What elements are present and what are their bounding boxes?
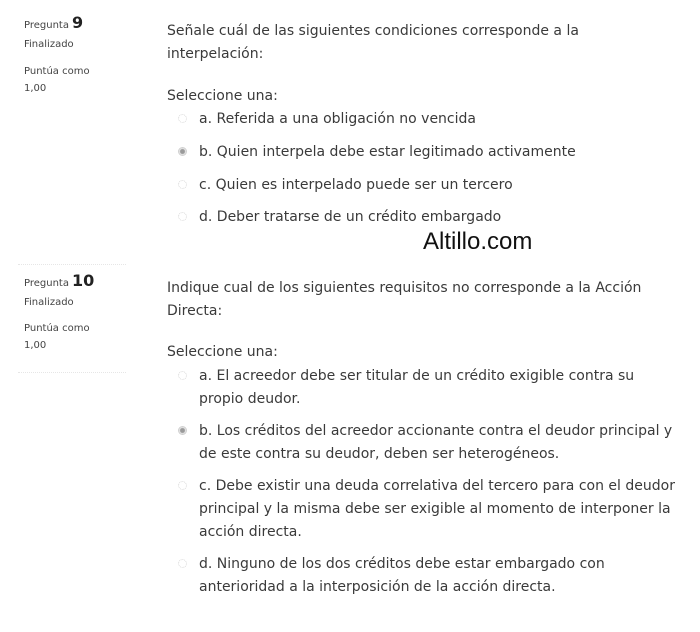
divider xyxy=(18,372,126,373)
question-text: Indique cual de los siguientes requisitos no corresponde a la Acción Directa: xyxy=(167,280,642,319)
option-label: a. El acreedor debe ser titular de un crédito exigible contra su propio deudor. xyxy=(199,368,635,407)
answer-options xyxy=(194,365,677,599)
option-label: c. Debe existir una deuda correlativa del tercero para con el deudor principal y la misma debe ser exigible al momento de interponer la acción directa. xyxy=(199,478,675,540)
radio-option-b[interactable] xyxy=(178,426,187,435)
grade-value: 1,00 xyxy=(24,83,47,94)
question-number-value: 10 xyxy=(71,271,95,290)
radio-option-d[interactable] xyxy=(178,559,187,568)
option-label: b. Los créditos del acreedor accionante contra el deudor principal y de este contra su deudor, deben ser heterogéneos. xyxy=(199,423,673,462)
answer-option-b[interactable] xyxy=(194,141,677,164)
answer-option-c[interactable] xyxy=(194,174,677,197)
radio-option-a[interactable] xyxy=(178,371,187,380)
question-content xyxy=(167,20,677,229)
question-state: Finalizado xyxy=(24,39,74,50)
answer-option-d[interactable] xyxy=(194,206,677,229)
question-grade xyxy=(24,320,134,354)
option-label: c. Quien es interpelado puede ser un tercero xyxy=(199,177,513,193)
option-label: b. Quien interpela debe estar legitimado activamente xyxy=(199,144,576,160)
radio-option-a[interactable] xyxy=(178,114,187,123)
answer-options xyxy=(194,108,677,229)
answer-option-a[interactable] xyxy=(194,108,677,131)
answer-prompt: Seleccione una: xyxy=(167,344,278,360)
question-label: Pregunta xyxy=(24,278,69,289)
question-info xyxy=(24,14,134,97)
question-number xyxy=(24,272,134,293)
answer-prompt: Seleccione una: xyxy=(167,88,278,104)
grade-value: 1,00 xyxy=(24,340,47,351)
grade-label: Puntúa como xyxy=(24,323,90,334)
radio-option-c[interactable] xyxy=(178,481,187,490)
question-grade xyxy=(24,63,134,97)
grade-label: Puntúa como xyxy=(24,66,90,77)
question-number xyxy=(24,14,134,35)
question-number-value: 9 xyxy=(71,13,84,32)
option-label: d. Deber tratarse de un crédito embargado xyxy=(199,209,502,225)
radio-option-d[interactable] xyxy=(178,212,187,221)
radio-option-b[interactable] xyxy=(178,147,187,156)
watermark-text: Altillo.com xyxy=(423,228,533,255)
option-label: a. Referida a una obligación no vencida xyxy=(199,111,476,127)
answer-option-a[interactable] xyxy=(194,365,677,411)
answer-option-b[interactable] xyxy=(194,420,677,466)
option-label: d. Ninguno de los dos créditos debe estar embargado con anterioridad a la interposición de la acción directa. xyxy=(199,556,605,595)
question-label: Pregunta xyxy=(24,20,69,31)
divider xyxy=(18,264,126,265)
answer-option-c[interactable] xyxy=(194,475,677,544)
question-info xyxy=(24,272,134,354)
question-state: Finalizado xyxy=(24,297,74,308)
answer-option-d[interactable] xyxy=(194,553,677,599)
question-content xyxy=(167,277,677,599)
radio-option-c[interactable] xyxy=(178,180,187,189)
question-text: Señale cuál de las siguientes condiciones corresponde a la interpelación: xyxy=(167,23,579,62)
